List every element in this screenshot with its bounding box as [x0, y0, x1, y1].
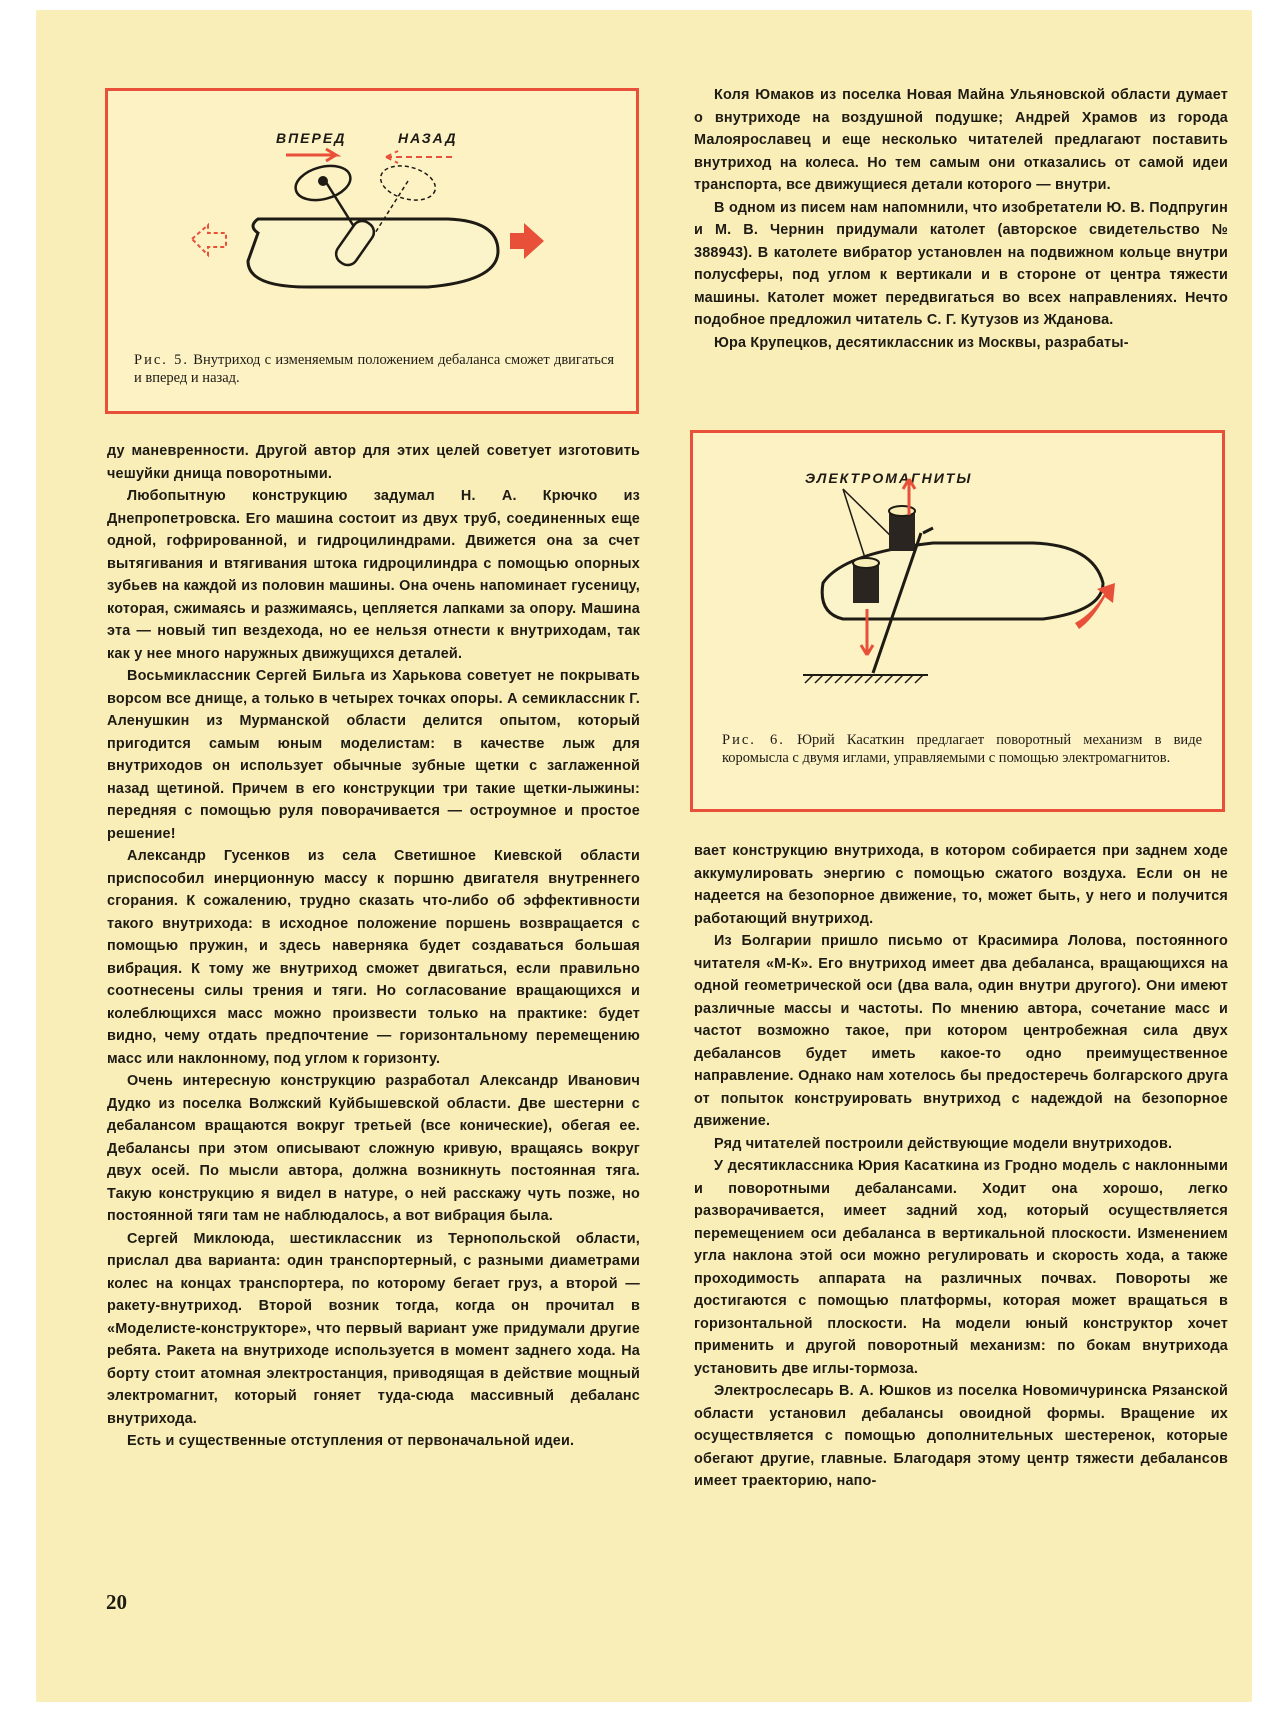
- magnet-lower: [853, 558, 879, 603]
- arrow-back-icon: [386, 151, 454, 163]
- direction-back-icon: [192, 225, 226, 255]
- paragraph-continued: ду маневренности. Другой автор для этих целей советует изготовить чешуйки днища поворотными.: [107, 443, 640, 482]
- disc-back: [377, 160, 439, 205]
- label-back: НАЗАД: [398, 130, 458, 146]
- direction-forward-icon: [510, 223, 544, 259]
- paragraph: Александр Гусенков из села Светишное Киевской области приспособил инерционную массу к поршню двигателя внутреннего сгорания. К сожалению, трудно сказать что-либо об эффективности такого внутрихода: в исходное положение поршень возвращается с помощью пружин, и здесь наверняка будет создаваться большая вибрация. К тому же внутриход сможет двигаться, если правильно соотнесены силы трения и тяги. Но согласование вращающихся и колеблющихся масс можно произвести только на практике: будет видно, чему отдать предпочтение — горизонтальному перемещению масс или наклонному, под углом к горизонту.: [107, 848, 640, 1067]
- figure-5-caption-label: Рис. 5.: [134, 352, 190, 368]
- rocker-arm: [923, 528, 933, 533]
- paragraph: Очень интересную конструкцию разработал Александр Иванович Дудко из поселка Волжский Куйбышевской области. Две шестерни с дебалансом вращаются вокруг третьей (все конические), обегая ее. Дебалансы при этом описывают сложную кривую, вращаясь вокруг двух осей. По мысли автора, должна возникнуть постоянная тяга. Такую конструкцию я видел в натуре, о ней расскажу чуть позже, но постоянной тяги там не наблюдалось, а вот вибрация была.: [107, 1073, 640, 1224]
- arrow-forward-icon: [286, 149, 336, 161]
- figure-6-caption-label: Рис. 6.: [722, 732, 785, 748]
- figure-6: [690, 430, 1225, 812]
- paragraph-continued: вает конструкцию внутрихода, в котором собирается при заднем ходе аккумулировать энергию с помощью сжатого воздуха. Если он не надеется на безопорное движение, то, может быть, у него и получится работающий внутриход.: [694, 843, 1228, 927]
- left-column: [107, 440, 640, 1453]
- label-electromagnets: ЭЛЕКТРОМАГНИТЫ: [805, 470, 973, 486]
- paragraph: Есть и существенные отступления от первоначальной идеи.: [127, 1433, 575, 1449]
- figure-5-caption-text: Внутриход с изменяемым положением дебаланса сможет двигаться и вперед и назад.: [134, 352, 614, 386]
- right-column-top: [694, 84, 1228, 354]
- paragraph: Электрослесарь В. А. Юшков из поселка Новомичуринска Рязанской области установил дебалансы овоидной формы. Вращение их осуществляется с помощью дополнительных шестеренок, которые обегают другие, главные. Благодаря этому центр тяжести дебалансов имеет траекторию, напо-: [694, 1383, 1228, 1489]
- paragraph: Из Болгарии пришло письмо от Красимира Лолова, постоянного читателя «М-К». Его внутриход имеет два дебаланса, вращающихся на одной геометрической оси (два вала, один внутри другого). Они имеют различные массы и частоты. По мнению автора, сочетание масс и частот возможно такое, при котором центробежная сила двух дебалансов будет иметь какое-то одно преимущественное направление. Однако нам хотелось бы предостеречь болгарского друга от попыток конструировать внутриход с надеждой на безопорное движение.: [694, 933, 1228, 1129]
- right-column-bottom: [694, 840, 1228, 1493]
- paragraph: Ряд читателей построили действующие модели внутриходов.: [714, 1135, 1173, 1152]
- ground-hatching: [805, 675, 923, 683]
- paragraph: Сергей Миклоюда, шестиклассник из Тернопольской области, прислал два варианта: один транспортерный, с разными диаметрами колес на концах транспортера, по которому бегает груз, а второй — ракету-внутриход. Второй возник тогда, когда он прочитал в «Моделисте-конструкторе», что первый вариант уже придумали другие ребята. Ракета на внутриходе используется в момент заднего хода. На борту стоит атомная электростанция, приводящая в действие мощный электромагнит, который гоняет туда-сюда массивный дебаланс внутрихода.: [107, 1230, 640, 1427]
- paragraph: Любопытную конструкцию задумал Н. А. Крючко из Днепропетровска. Его машина состоит из двух труб, соединенных еще одной, гофрированной, и гидроцилиндрами. Движется она за счет вытягивания и втягивания штока гидроцилиндра с помощью опорных зубьев на каждой из половин машины. Она очень напоминает гусеницу, которая, сжимаясь и разжимаясь, цепляется лапками за опору. Машина эта — новый тип вездехода, но ее нельзя отнести к внутриходам, так как у нее много наружных движущихся деталей.: [107, 488, 640, 662]
- paragraph: Восьмиклассник Сергей Бильга из Харькова советует не покрывать ворсом все днище, а только в четырех точках опоры. А семиклассник Г. Аленушкин из Мурманской области делится опытом, который пригодится самым юным моделистам: в качестве лыж для внутриходов он использует обычные зубные щетки с заглаженной назад щетиной. Причем в его конструкции три такие щетки-лыжины: передняя с помощью руля поворачивается — остроумное и простое решение!: [107, 668, 640, 842]
- paragraph: В одном из писем нам напомнили, что изобретатели Ю. В. Подпругин и М. В. Чернин придумали католет (авторское свидетельство № 388943). В католете вибратор установлен на подвижном кольце внутри полусферы, под углом к вертикали и в стороне от центра тяжести машины. Католет может передвигаться во всех направлениях. Нечто подобное предложил читатель С. Г. Кутузов из Жданова.: [694, 199, 1228, 328]
- figure-5: [105, 88, 639, 414]
- magnet-upper: [889, 506, 915, 551]
- figure-6-caption-text: Юрий Касаткин предлагает поворотный механизм в виде коромысла с двумя иглами, управляемыми с помощью электромагнитов.: [722, 732, 1203, 766]
- label-forward: ВПЕРЕД: [276, 130, 347, 146]
- figure-6-caption: [722, 731, 1202, 767]
- figure-5-caption: [134, 351, 614, 387]
- page-number: 20: [106, 1590, 127, 1614]
- paragraph: Юра Крупецков, десятиклассник из Москвы, разрабаты-: [714, 334, 1129, 351]
- paragraph: Коля Юмаков из поселка Новая Майна Ульяновской области думает о внутриходе на воздушной подушке; Андрей Храмов из города Малоярославец и еще несколько читателей предлагают поставить внутриход на колеса. Но тем самым они отказались от самой идеи транспорта, все движущиеся детали которого — внутри.: [694, 87, 1228, 193]
- eccentric-weight: [318, 176, 328, 186]
- paragraph: У десятиклассника Юрия Касаткина из Гродно модель с наклонными и поворотными дебалансами. Ходит она хорошо, легко разворачивается, имеет задний ход, который осуществляется перемещением оси дебаланса в вертикальной плоскости. Изменением угла наклона этой оси можно регулировать и скорость хода, а также проходимость аппарата на различных почвах. Повороты же достигаются с помощью платформы, которая может вращаться в горизонтальной плоскости. На модели юный конструктор хочет применить и другой поворотный механизм: по бокам внутрихода установить две иглы-тормоза.: [694, 1158, 1228, 1377]
